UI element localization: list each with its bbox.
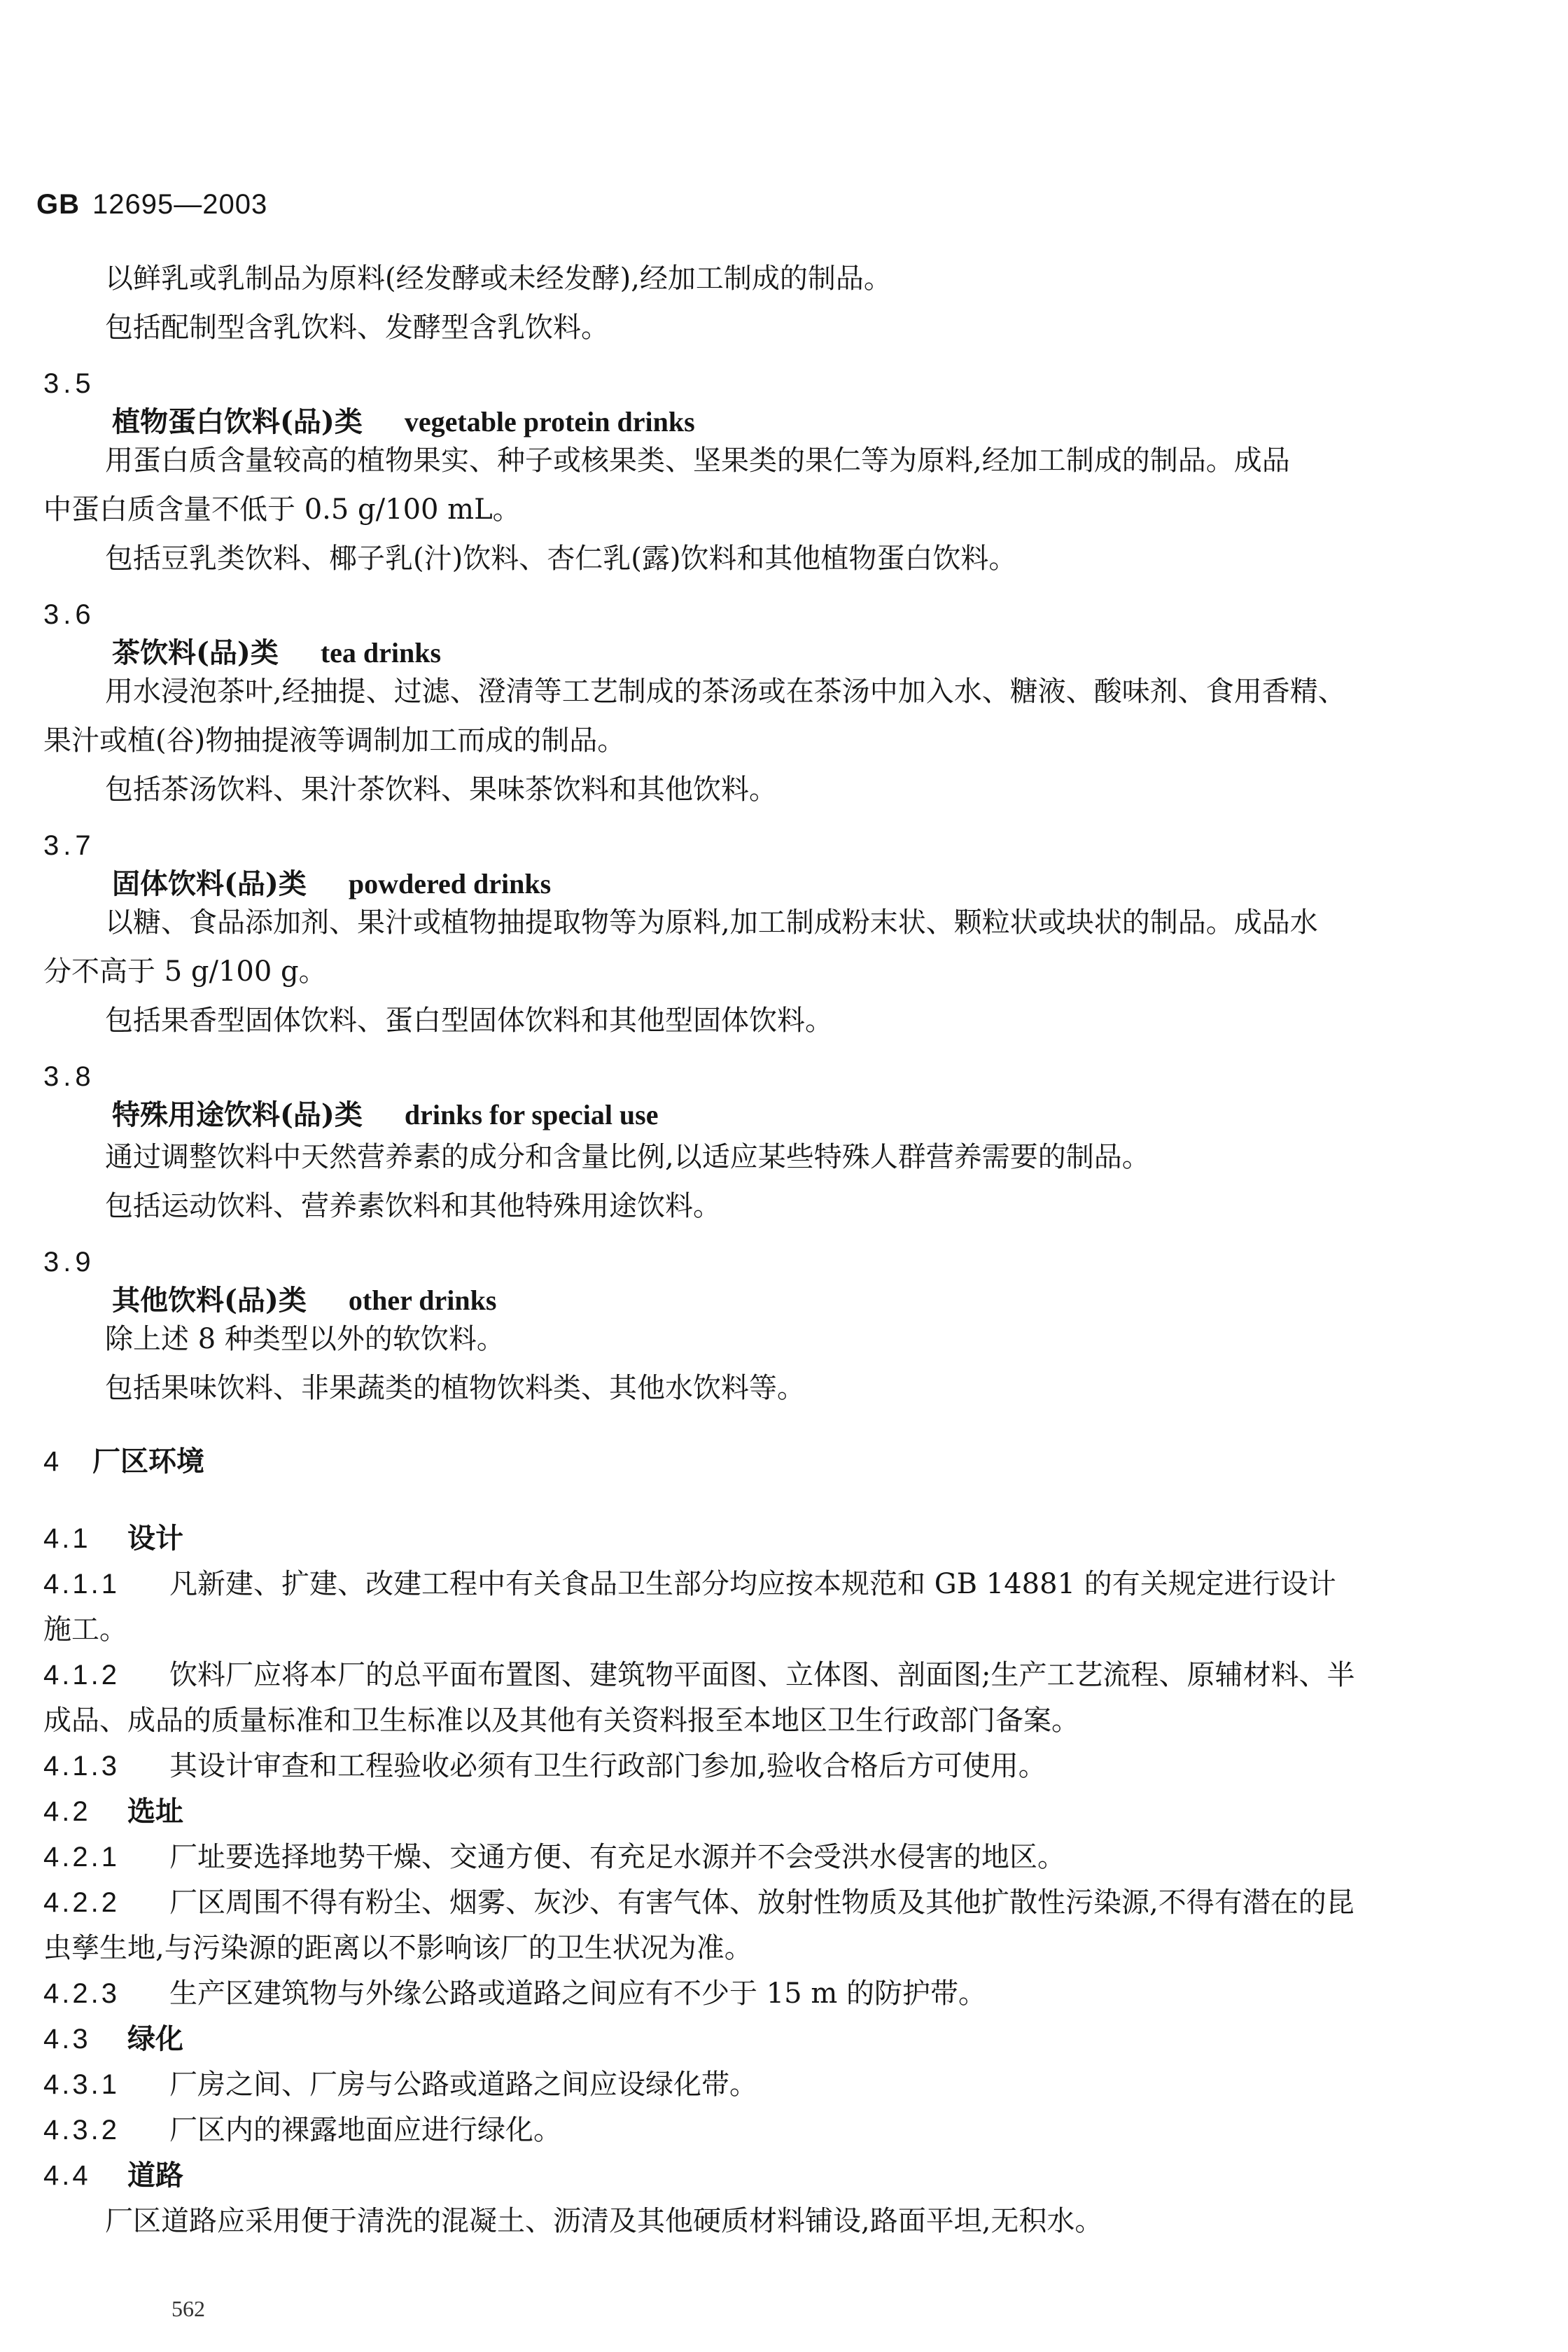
clause-text: 生产区建筑物与外缘公路或道路之间应有不少于 15 m 的防护带。: [169, 1977, 986, 2010]
paragraph: 通过调整饮料中天然营养素的成分和含量比例,以适应某些特殊人群营养需要的制品。: [105, 1141, 1150, 1173]
subsection-title: 绿化: [127, 2022, 183, 2055]
term-en: vegetable protein drinks: [404, 406, 695, 438]
paragraph-continuation: 分不高于 5 g/100 g。: [43, 955, 327, 988]
standard-header: [36, 189, 267, 220]
paragraph-continuation: 施工。: [43, 1614, 127, 1646]
section-heading: [43, 1446, 204, 1478]
header-code: 12695—2003: [92, 189, 268, 220]
section-title: 厂区环境: [92, 1445, 204, 1478]
subsection-number: 4.2: [43, 1796, 91, 1827]
subsection-title: 选址: [127, 1795, 183, 1828]
paragraph: 用水浸泡茶叶,经抽提、过滤、澄清等工艺制成的茶汤或在茶汤中加入水、糖液、酸味剂、食用香精、: [105, 676, 1346, 708]
term-zh: 特殊用途饮料(品)类: [112, 1098, 363, 1131]
clause-number: 3.8: [43, 1061, 95, 1092]
subsection-title: 道路: [127, 2159, 183, 2192]
subsection-heading: [43, 1522, 183, 1555]
clause: [43, 1568, 1336, 1600]
clause-number: 3.5: [43, 368, 95, 399]
clause-text: 厂区周围不得有粉尘、烟雾、灰沙、有害气体、放射性物质及其他扩散性污染源,不得有潜在的昆: [169, 1886, 1354, 1919]
paragraph-continuation: 成品、成品的质量标准和卫生标准以及其他有关资料报至本地区卫生行政部门备案。: [43, 1704, 1079, 1737]
clause: [43, 1841, 1065, 1873]
subsection-number: 4.4: [43, 2160, 91, 2191]
subsection-number: 4.1: [43, 1523, 91, 1554]
paragraph-continuation: 中蛋白质含量不低于 0.5 g/100 mL。: [43, 493, 521, 526]
term-zh: 茶饮料(品)类: [112, 636, 279, 669]
paragraph: 包括运动饮料、营养素饮料和其他特殊用途饮料。: [105, 1190, 721, 1222]
clause-number: 3.7: [43, 830, 95, 861]
term-en: other drinks: [348, 1284, 497, 1316]
clause: [43, 1659, 1354, 1691]
subsection-heading: [43, 1795, 183, 1828]
section-number: 4: [43, 1446, 62, 1477]
clause-number: 4.3.1: [43, 2069, 120, 2100]
clause-number: 3.9: [43, 1247, 95, 1278]
clause-text: 厂房之间、厂房与公路或道路之间应设绿化带。: [169, 2068, 757, 2101]
term-heading: [112, 637, 441, 669]
clause-number: 3.6: [43, 599, 95, 630]
paragraph: 厂区道路应采用便于清洗的混凝土、沥清及其他硬质材料铺设,路面平坦,无积水。: [105, 2205, 1103, 2237]
subsection-title: 设计: [127, 1522, 183, 1555]
term-heading: [112, 406, 695, 438]
paragraph: 包括配制型含乳饮料、发酵型含乳饮料。: [105, 312, 609, 344]
clause: [43, 1750, 1046, 1782]
paragraph: 包括果香型固体饮料、蛋白型固体饮料和其他型固体饮料。: [105, 1004, 833, 1037]
term-zh: 固体饮料(品)类: [112, 867, 307, 900]
paragraph: 包括豆乳类饮料、椰子乳(汁)饮料、杏仁乳(露)饮料和其他植物蛋白饮料。: [105, 542, 1017, 575]
term-heading: [112, 1284, 496, 1317]
term-heading: [112, 868, 551, 900]
paragraph: 包括茶汤饮料、果汁茶饮料、果味茶饮料和其他饮料。: [105, 774, 777, 806]
term-heading: [112, 1099, 659, 1131]
clause-number: 4.2.1: [43, 1842, 120, 1872]
header-prefix: GB: [36, 189, 80, 220]
subsection-number: 4.3: [43, 2024, 91, 2054]
clause: [43, 2068, 757, 2101]
term-zh: 其他饮料(品)类: [112, 1284, 307, 1317]
clause-text: 厂址要选择地势干燥、交通方便、有充足水源并不会受洪水侵害的地区。: [169, 1841, 1065, 1873]
clause-text: 凡新建、扩建、改建工程中有关食品卫生部分均应按本规范和 GB 14881 的有关规定进行设计: [169, 1568, 1336, 1600]
paragraph: 除上述 8 种类型以外的软饮料。: [105, 1323, 505, 1355]
clause-number: 4.1.3: [43, 1751, 120, 1782]
page-number: 562: [172, 2296, 205, 2321]
paragraph: 以糖、食品添加剂、果汁或植物抽提取物等为原料,加工制成粉末状、颗粒状或块状的制品。成品水: [105, 906, 1318, 939]
paragraph-continuation: 果汁或植(谷)物抽提液等调制加工而成的制品。: [43, 724, 626, 757]
clause-text: 厂区内的裸露地面应进行绿化。: [169, 2114, 561, 2146]
paragraph-continuation: 虫孳生地,与污染源的距离以不影响该厂的卫生状况为准。: [43, 1932, 752, 1964]
term-zh: 植物蛋白饮料(品)类: [112, 405, 363, 438]
paragraph: 以鲜乳或乳制品为原料(经发酵或未经发酵),经加工制成的制品。: [105, 262, 892, 295]
term-en: powdered drinks: [348, 868, 552, 899]
clause: [43, 1886, 1354, 1919]
clause-number: 4.1.1: [43, 1569, 120, 1600]
clause-text: 其设计审查和工程验收必须有卫生行政部门参加,验收合格后方可使用。: [169, 1750, 1046, 1782]
clause-number: 4.2.3: [43, 1978, 120, 2009]
subsection-heading: [43, 2160, 183, 2192]
clause: [43, 1977, 986, 2010]
clause: [43, 2114, 561, 2146]
clause-number: 4.1.2: [43, 1660, 120, 1690]
clause-text: 饮料厂应将本厂的总平面布置图、建筑物平面图、立体图、剖面图;生产工艺流程、原辅材料、半: [169, 1659, 1355, 1691]
paragraph: 用蛋白质含量较高的植物果实、种子或核果类、坚果类的果仁等为原料,经加工制成的制品。成品: [105, 444, 1290, 477]
clause-number: 4.3.2: [43, 2115, 120, 2146]
term-en: tea drinks: [320, 637, 442, 668]
subsection-heading: [43, 2023, 183, 2055]
term-en: drinks for special use: [404, 1099, 659, 1130]
paragraph: 包括果味饮料、非果蔬类的植物饮料类、其他水饮料等。: [105, 1372, 805, 1404]
clause-number: 4.2.2: [43, 1887, 120, 1918]
